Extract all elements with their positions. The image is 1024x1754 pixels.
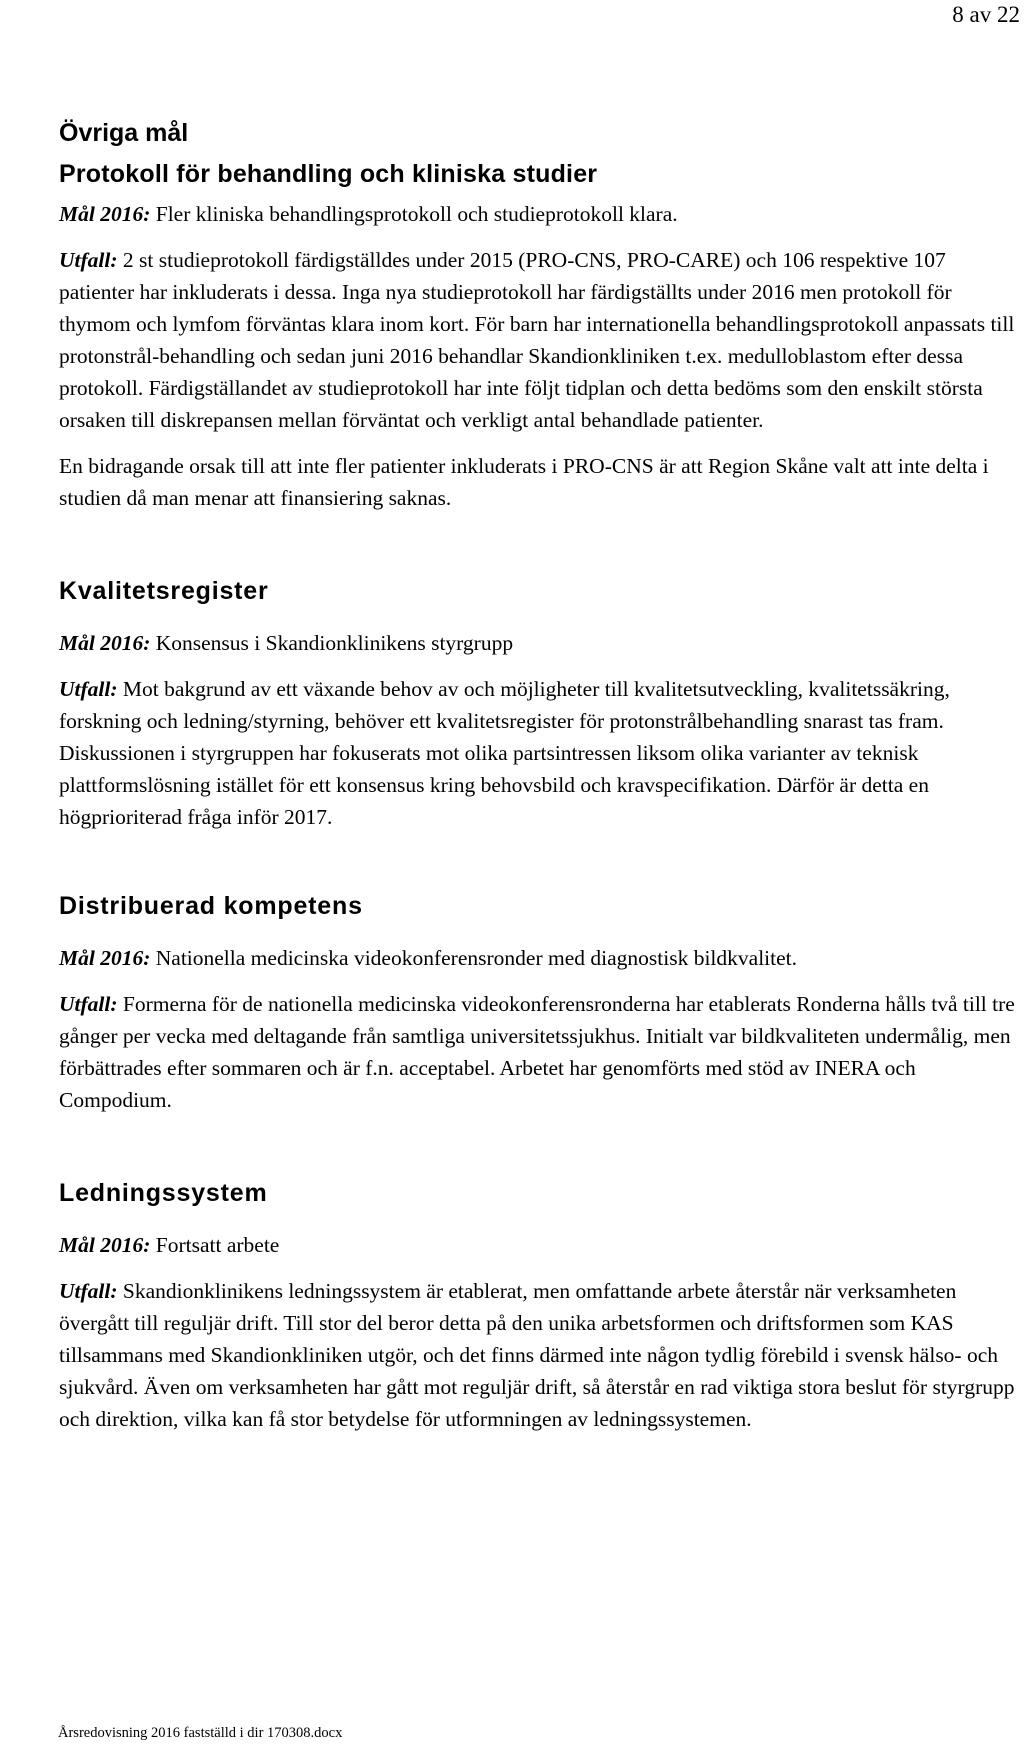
goal-paragraph-protocols [59, 198, 1019, 230]
outcome-text: Formerna för de nationella medicinska videokonferensronderna har etablerats Ronderna hålls två till tre gånger per vecka med deltagande från samtliga universitetssjukhus. Initialt var bildkvaliteten undermålig, men förbättrades efter sommaren och är f.n. acceptabel. Arbetet har genomförts med stöd av INERA och Compodium. [59, 992, 1015, 1112]
outcome-label: Utfall: [59, 1279, 118, 1303]
goal-text: Konsensus i Skandionklinikens styrgrupp [150, 631, 514, 655]
goal-text: Nationella medicinska videokonferensronder med diagnostisk bildkvalitet. [150, 946, 798, 970]
outcome-label: Utfall: [59, 992, 118, 1016]
section-heading-distributed-competence: Distribuerad kompetens [59, 892, 363, 920]
extra-paragraph-protocols: En bidragande orsak till att inte fler patienter inkluderats i PRO-CNS är att Region Skåne valt att inte delta i studien då man menar att finansiering saknas. [59, 454, 989, 510]
footer-filename: Årsredovisning 2016 fastställd i dir 170308.docx [58, 1725, 343, 1741]
outcome-text: Mot bakgrund av ett växande behov av och möjligheter till kvalitetsutveckling, kvalitetssäkring, forskning och ledning/styrning, behöver ett kvalitetsregister för protonstrålbehandling snarast tas fram. Diskussionen i styrgruppen har fokuserats mot olika partsintressen liksom olika varianter av teknisk plattformslösning istället för ett konsensus kring behovsbild och kravspecifikation. Därför är detta en högprioriterad fråga inför 2017. [59, 677, 950, 829]
outcome-text: 2 st studieprotokoll färdigställdes under 2015 (PRO-CNS, PRO-CARE) och 106 respektive 107 patienter har inkluderats i dessa. Inga nya studieprotokoll har färdigställts under 2016 men protokoll för thymom och lymfom förväntas klara inom kort. För barn har internationella behandlingsprotokoll anpassats till protonstrål-behandling och sedan juni 2016 behandlar Skandionkliniken t.ex. medulloblastom efter dessa protokoll. Färdigställandet av studieprotokoll har inte följt tidplan och detta bedöms som den enskilt största orsaken till diskrepansen mellan förväntat och verkligt antal behandlade patienter. [59, 248, 1015, 432]
goal-text: Fler kliniska behandlingsprotokoll och studieprotokoll klara. [150, 202, 678, 226]
outcome-label: Utfall: [59, 248, 118, 272]
page-title: Övriga mål [59, 119, 189, 147]
section-heading-protocols: Protokoll för behandling och kliniska studier [59, 160, 598, 188]
section-heading-quality-register: Kvalitetsregister [59, 577, 269, 605]
goal-paragraph-quality-register [59, 627, 1019, 659]
goal-text: Fortsatt arbete [150, 1233, 280, 1257]
outcome-paragraph-quality-register [59, 673, 1019, 833]
goal-paragraph-management-system [59, 1229, 1019, 1261]
goal-label: Mål 2016: [59, 946, 151, 970]
section-heading-management-system: Ledningssystem [59, 1179, 268, 1207]
outcome-paragraph-management-system [59, 1275, 1019, 1435]
goal-label: Mål 2016: [59, 1233, 151, 1257]
outcome-text: Skandionklinikens ledningssystem är etablerat, men omfattande arbete återstår när verksamheten övergått till reguljär drift. Till stor del beror detta på den unika arbetsformen och driftsformen som KAS tillsammans med Skandionkliniken utgör, och det finns därmed inte någon tydlig förebild i svensk hälso- och sjukvård. Även om verksamheten har gått mot reguljär drift, så återstår en rad viktiga stora beslut för styrgrupp och direktion, vilka kan få stor betydelse för utformningen av ledningssystemen. [59, 1279, 1015, 1431]
document-body [59, 0, 1019, 1435]
outcome-paragraph-distributed-competence [59, 988, 1019, 1116]
goal-paragraph-distributed-competence [59, 942, 1019, 974]
goal-label: Mål 2016: [59, 631, 151, 655]
outcome-label: Utfall: [59, 677, 118, 701]
goal-label: Mål 2016: [59, 202, 151, 226]
outcome-paragraph-protocols [59, 244, 1019, 436]
page-number: 8 av 22 [952, 2, 1020, 27]
